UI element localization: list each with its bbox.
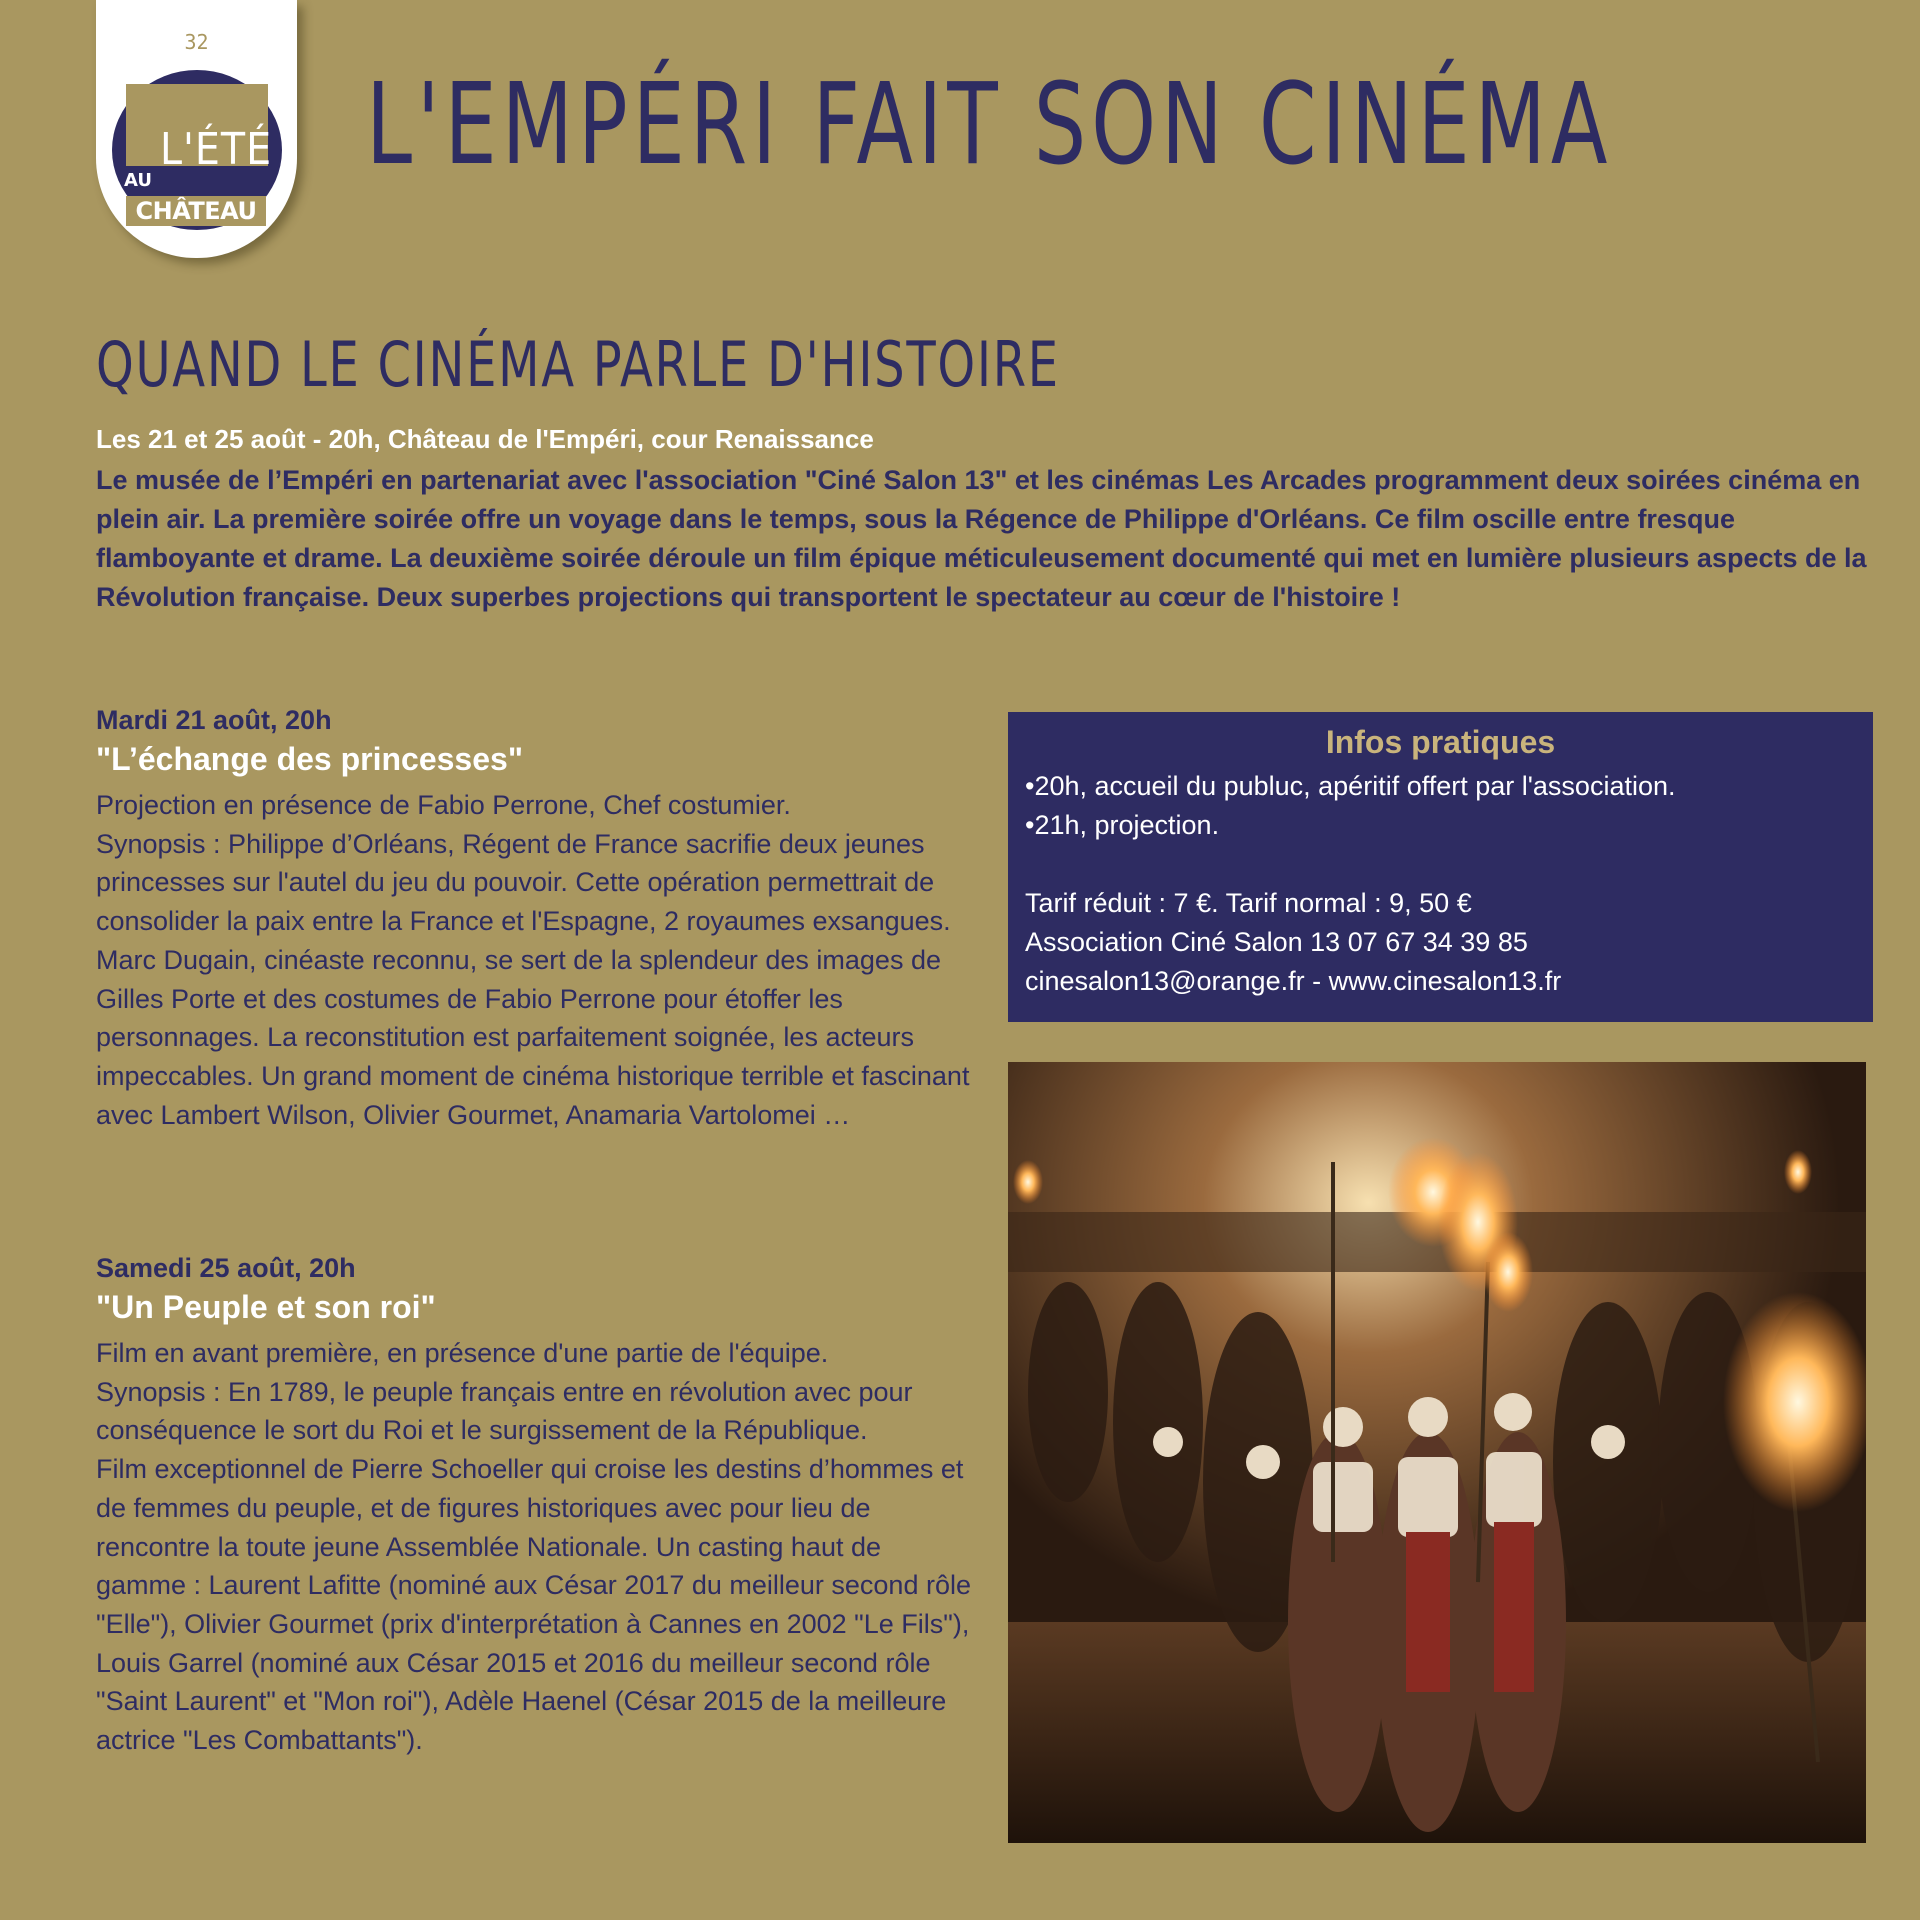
film-still-illustration [1008,1062,1866,1843]
info-line: •21h, projection. [1025,810,1220,840]
info-line: •20h, accueil du publuc, apéritif offert par l'association. [1025,771,1676,801]
badge-chateau-label: CHÂTEAU [126,196,266,226]
info-line: Association Ciné Salon 13 07 67 34 39 85 [1025,927,1528,957]
event-1 [96,702,976,1134]
info-line: cinesalon13@orange.fr - www.cinesalon13.fr [1025,966,1562,996]
event-title: "Un Peuple et son roi" [96,1289,436,1325]
intro-date-place: Les 21 et 25 août - 20h, Château de l'Empéri, cour Renaissance [96,424,874,454]
film-still-photo [1008,1062,1866,1843]
page-badge [96,0,297,258]
event-date: Mardi 21 août, 20h [96,705,332,735]
event-description: Film en avant première, en présence d'une partie de l'équipe. Synopsis : En 1789, le peuple français entre en révolution avec pour conséquence le sort du Roi et le surgissement de la République. Film exceptionnel de Pierre Schoeller qui croise les destins d’hommes et de femmes du peuple, et de figures historiques avec pour lieu de rencontre la toute jeune Assemblée Nationale. Un casting haut de gamme : Laurent Lafitte (nominé aux César 2017 du meilleur second rôle "Elle"), Olivier Gourmet (prix d'interprétation à Cannes en 2002 "Le Fils"), Louis Garrel (nominé aux César 2015 et 2016 du meilleur second rôle "Saint Laurent" et "Mon roi"), Adèle Haenel (César 2015 de la meilleure actrice "Les Combattants"). [96,1338,971,1756]
page-title: L'EMPÉRI FAIT SON CINÉMA [366,60,1613,190]
info-line: Tarif réduit : 7 €. Tarif normal : 9, 50 € [1025,888,1472,918]
info-box [1008,712,1873,1022]
info-lines [1025,767,1865,1001]
page-number: 32 [184,30,209,54]
badge-ete-label: L'ÉTÉ [160,124,273,175]
badge-au-label: AU [124,170,152,191]
event-date: Samedi 25 août, 20h [96,1253,356,1283]
intro-paragraph: Le musée de l’Empéri en partenariat avec l'association "Ciné Salon 13" et les cinémas Les Arcades programment deux soirées cinéma en plein air. La première soirée offre un voyage dans le temps, sous la Régence de Philippe d'Orléans. Ce film oscille entre fresque flamboyante et drame. La deuxième soirée déroule un film épique méticuleusement documenté qui met en lumière plusieurs aspects de la Révolution française. Deux superbes projections qui transportent le spectateur au cœur de l'histoire ! [96,465,1867,612]
event-description: Projection en présence de Fabio Perrone, Chef costumier. Synopsis : Philippe d’Orléans, Régent de France sacrifie deux jeunes princesses sur l'autel du jeu du pouvoir. Cette opération permettrait de consolider la paix entre la France et l'Espagne, 2 royaumes exsangues. Marc Dugain, cinéaste reconnu, se sert de la splendeur des images de Gilles Porte et des costumes de Fabio Perrone pour étoffer les personnages. La reconstitution est parfaitement soignée, les acteurs impeccables. Un grand moment de cinéma historique terrible et fascinant avec Lambert Wilson, Olivier Gourmet, Anamaria Vartolomei … [96,790,970,1130]
event-2 [96,1250,976,1760]
info-line [1025,845,1865,884]
info-title: Infos pratiques [1325,724,1556,760]
section-title: QUAND LE CINÉMA PARLE D'HISTOIRE [96,328,1060,401]
event-title: "L’échange des princesses" [96,741,523,777]
